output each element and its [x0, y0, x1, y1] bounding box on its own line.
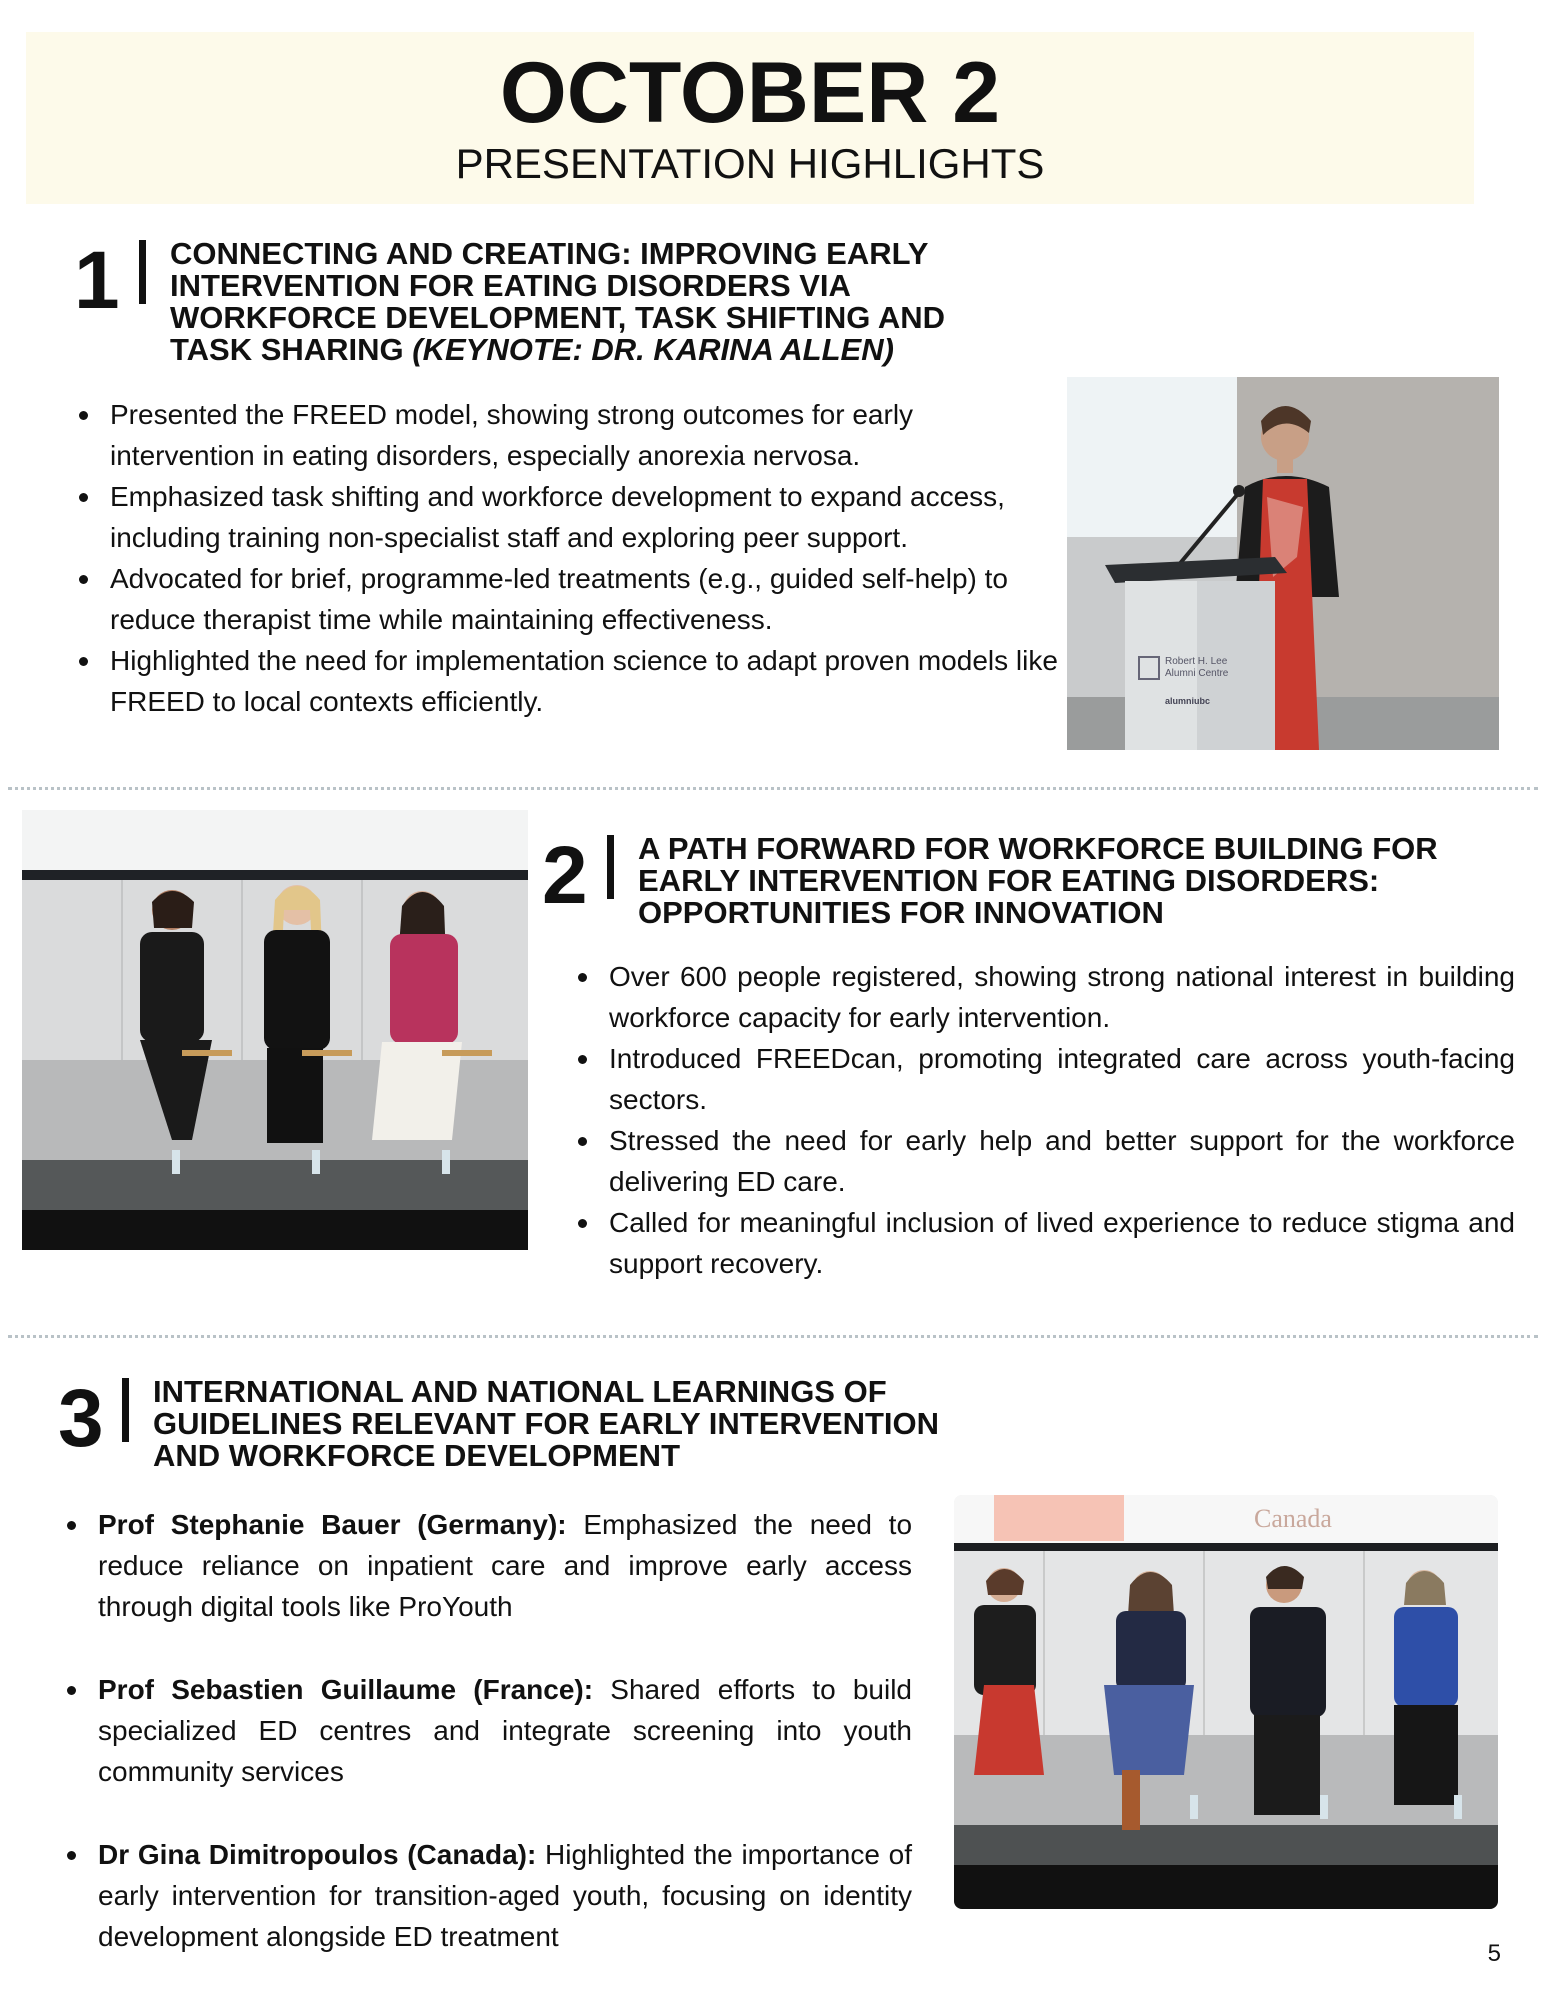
podium-sign-line1: Robert H. Lee [1165, 656, 1228, 667]
section-1-bullets [74, 394, 1059, 722]
list-item: Stressed the need for early help and better support for the workforce delivering ED care. [573, 1120, 1515, 1202]
canada-banner-text: Canada [1254, 1504, 1332, 1533]
podium-sign-line2: Alumni Centre [1165, 668, 1229, 679]
panel-photo-2 [954, 1495, 1498, 1909]
podium-sign-line3: alumniubc [1165, 696, 1211, 706]
list-item [62, 1504, 912, 1627]
section-3-title: INTERNATIONAL AND NATIONAL LEARNINGS OF GUIDELINES RELEVANT FOR EARLY INTERVENTION AND WORKFORCE DEVELOPMENT [153, 1374, 940, 1473]
list-item: Over 600 people registered, showing strong national interest in building workforce capacity for early intervention. [573, 956, 1515, 1038]
panel-photo-1 [22, 810, 528, 1250]
list-item: Highlighted the need for implementation science to adapt proven models like FREED to local contexts efficiently. [74, 640, 1059, 722]
speaker-summary: Emphasized the need to reduce reliance on inpatient care and improve early access through digital tools like ProYouth [98, 1509, 913, 1622]
speaker-name: Dr Gina Dimitropoulos (Canada): [98, 1839, 537, 1870]
section-2-bar [607, 835, 614, 899]
speaker-summary: Shared efforts to build specialized ED centres and integrate screening into youth community services [98, 1674, 913, 1787]
section-2-bullets [573, 956, 1515, 1284]
section-1-keynote: (KEYNOTE: DR. KARINA ALLEN) [412, 332, 894, 367]
page-number: 5 [1487, 1940, 1501, 1967]
section-divider-1 [8, 787, 1538, 790]
page-header [26, 32, 1474, 204]
section-1-bar [139, 240, 146, 304]
list-item [62, 1669, 912, 1792]
speaker-name: Prof Stephanie Bauer (Germany): [98, 1509, 567, 1540]
speaker-summary: Highlighted the importance of early intervention for transition-aged youth, focusing on identity development alongside ED treatment [98, 1839, 913, 1952]
section-2-number: 2 [542, 830, 588, 921]
list-item: Introduced FREEDcan, promoting integrated care across youth-facing sectors. [573, 1038, 1515, 1120]
section-divider-2 [8, 1335, 1538, 1338]
list-item: Advocated for brief, programme-led treatments (e.g., guided self-help) to reduce therapist time while maintaining effectiveness. [74, 558, 1059, 640]
list-item: Called for meaningful inclusion of lived experience to reduce stigma and support recovery. [573, 1202, 1515, 1284]
list-item: Emphasized task shifting and workforce development to expand access, including training non-specialist staff and exploring peer support. [74, 476, 1059, 558]
list-item: Presented the FREED model, showing strong outcomes for early intervention in eating disorders, especially anorexia nervosa. [74, 394, 1059, 476]
section-1-number: 1 [74, 235, 120, 326]
section-2-title: A PATH FORWARD FOR WORKFORCE BUILDING FOR EARLY INTERVENTION FOR EATING DISORDERS: OPPORTUNITIES FOR INNOVATION [638, 831, 1438, 930]
section-3-bar [122, 1378, 129, 1442]
keynote-speaker-photo [1067, 377, 1499, 750]
page-title: OCTOBER 2 [499, 45, 1001, 141]
list-item [62, 1834, 912, 1957]
section-3-bullets [62, 1504, 912, 1957]
section-3-number: 3 [58, 1373, 104, 1464]
section-1-title-text: CONNECTING AND CREATING: IMPROVING EARLY INTERVENTION FOR EATING DISORDERS VIA WORKFORCE DEVELOPMENT, TASK SHIFTING AND TASK SHARING [170, 236, 945, 367]
section-1-title [170, 238, 1000, 366]
speaker-name: Prof Sebastien Guillaume (France): [98, 1674, 594, 1705]
page-subtitle: PRESENTATION HIGHLIGHTS [455, 140, 1045, 187]
